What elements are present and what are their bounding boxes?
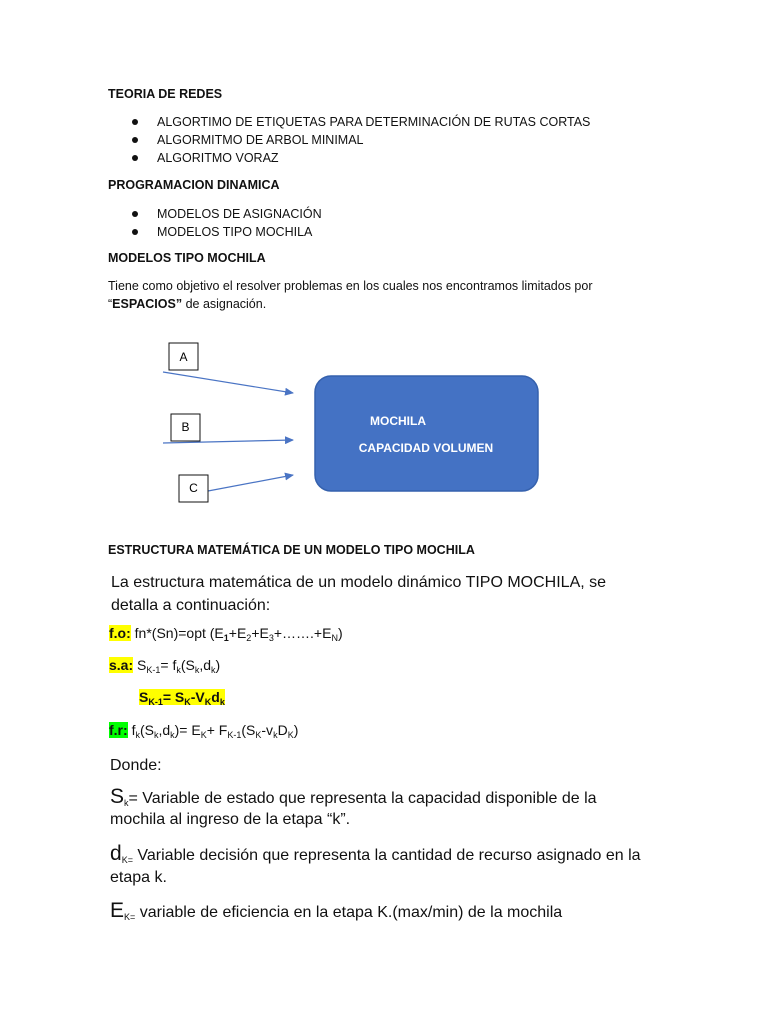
fr-label: f.r: (109, 722, 128, 738)
input-box-b (171, 414, 200, 441)
section-title-teoria-de-redes: TEORIA DE REDES (108, 87, 223, 101)
donde-label: Donde: (110, 757, 162, 774)
input-box-c (179, 475, 208, 502)
svg-text:CAPACIDAD VOLUMEN: CAPACIDAD VOLUMEN (358, 441, 494, 455)
svg-text:A: A (179, 350, 188, 364)
intro-paragraph-line1: Tiene como objetivo el resolver problemas en los cuales nos encontramos limitados por (108, 279, 593, 293)
list-item: ALGORITMO VORAZ (131, 149, 590, 167)
list-item: ALGORTIMO DE ETIQUETAS PARA DETERMINACIÓN DE RUTAS CORTAS (131, 113, 590, 131)
svg-text:C: C (189, 481, 198, 495)
list-item: ALGORMITMO DE ARBOL MINIMAL (131, 131, 590, 149)
mochila-box (315, 376, 538, 491)
section-title-estructura: ESTRUCTURA MATEMÁTICA DE UN MODELO TIPO MOCHILA (108, 543, 475, 557)
structure-intro-line2: detalla a continuación: (111, 597, 271, 614)
constraint-formula: $S_{K-1}= f_k(S_k,d_k)$ (137, 657, 221, 675)
constraint-line (109, 657, 220, 673)
sk-definition-line2: mochila al ingreso de la etapa “k”. (110, 811, 351, 828)
section-title-modelos-tipo-mochila: MODELOS TIPO MOCHILA (108, 251, 266, 265)
objective-function-line (109, 625, 343, 641)
section-title-programacion-dinamica: PROGRAMACION DINAMICA (108, 178, 280, 192)
list-item: MODELOS DE ASIGNACIÓN (131, 205, 322, 223)
svg-text:B: B (181, 420, 190, 434)
sa-label: s.a: (109, 657, 134, 673)
list-item: MODELOS TIPO MOCHILA (131, 223, 322, 241)
dk-definition-line1: $d_{K=}$ Variable decisión que representa la cantidad de recurso asignado en la (110, 842, 641, 865)
state-transition-formula: $S_{K-1}= S_K-V_Kd_k$ (139, 689, 225, 707)
arrow-a (163, 372, 293, 393)
recursive-formula: $f_k(S_k,d_k)= E_K+ F_{K-1}(S_K-v_kD_K)$ (131, 722, 299, 740)
fo-label: f.o: (109, 625, 131, 641)
ek-definition: $E_{K=}$ variable de eficiencia en la etapa K.(max/min) de la mochila (110, 899, 563, 922)
objective-formula: fn*(Sn)=opt $(E_1+E_2+E_3+\dots\dots.+E_N)$ (134, 625, 343, 643)
recursive-function-line (109, 722, 298, 738)
state-transition-line (139, 689, 225, 705)
svg-text:MOCHILA: MOCHILA (370, 414, 426, 428)
input-box-a (169, 343, 198, 370)
intro-paragraph-line2: “ESPACIOS” de asignación. (108, 297, 267, 311)
arrow-c (208, 475, 293, 491)
structure-intro-line1: La estructura matemática de un modelo dinámico TIPO MOCHILA, se (111, 574, 607, 591)
sk-definition-line1: $S_k=$ Variable de estado que representa la capacidad disponible de la (110, 785, 597, 808)
dk-definition-line2: etapa k. (110, 869, 167, 886)
